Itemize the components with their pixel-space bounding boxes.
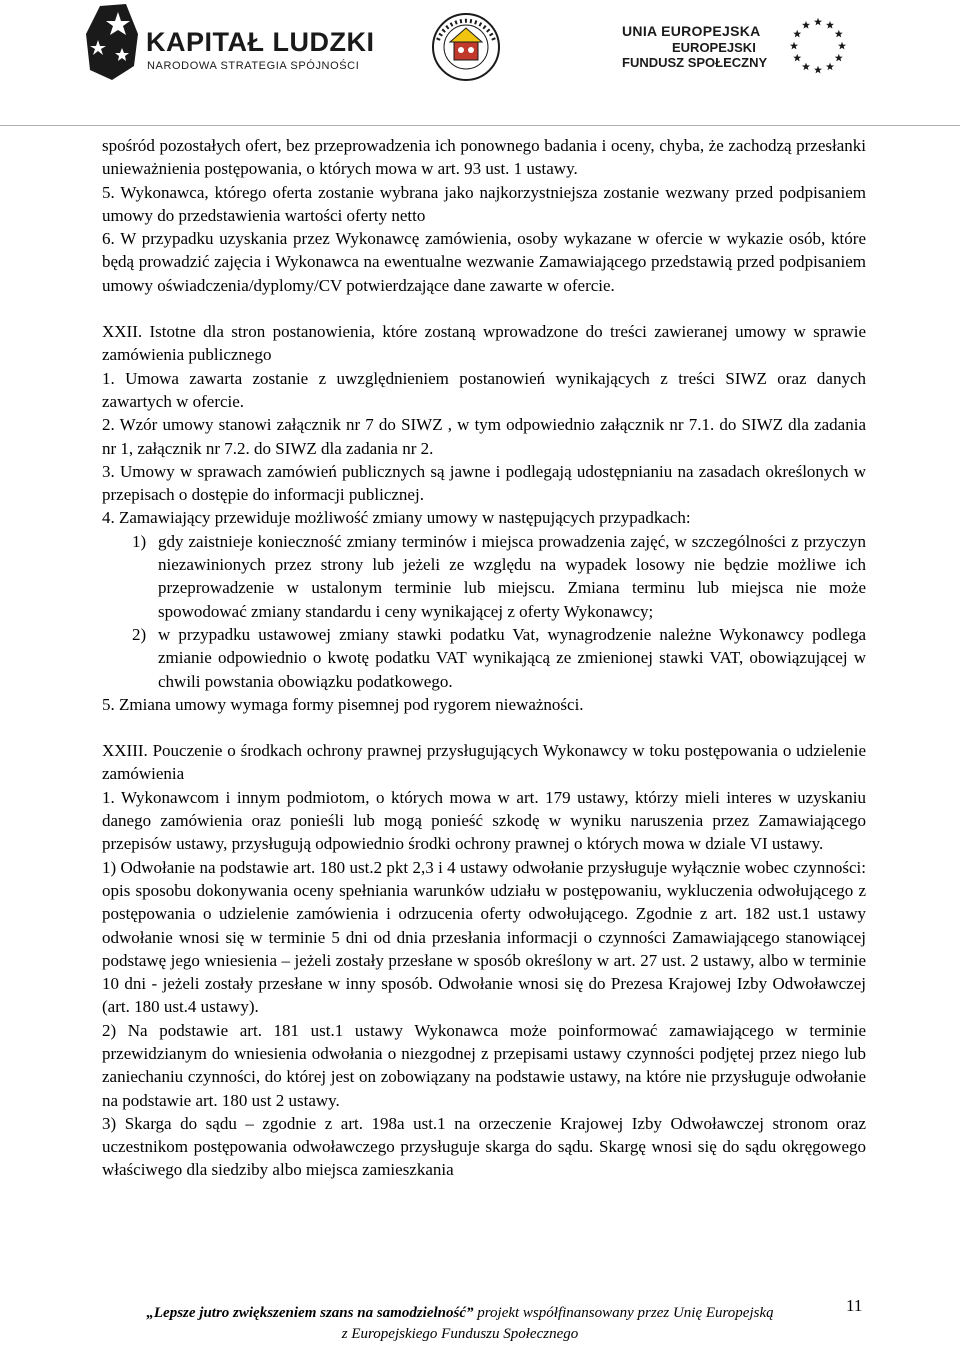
eu-star-icon bbox=[826, 63, 834, 71]
document-body bbox=[102, 134, 866, 1182]
list-text: gdy zaistnieje konieczność zmiany terminów i miejsca prowadzenia zajęć, w szczególności z przyczyn niezawinionych przez strony lub jeżeli ze względu na wypadek losowy nie będzie możliwe ich przeprowadzenie w ustalonym terminie lub miejscu. Zmiana terminu lub miejsca nie może spowodować zmiany standardu i ceny wynikającej z oferty Wykonawcy; bbox=[158, 531, 866, 621]
eu-star-icon bbox=[838, 42, 846, 50]
eu-star-icon bbox=[814, 66, 822, 74]
header-divider bbox=[0, 125, 960, 126]
eu-european-label: EUROPEJSKI bbox=[672, 40, 756, 55]
kapital-ludzki-title: KAPITAŁ LUDZKI bbox=[146, 27, 375, 57]
eu-stars-icon bbox=[776, 16, 860, 76]
list-item bbox=[102, 530, 866, 623]
eu-star-icon bbox=[802, 63, 810, 71]
list-number: 2) bbox=[132, 624, 147, 644]
paragraph: spośród pozostałych ofert, bez przeprowadzenia ich ponownego badania i oceny, chyba, że zachodzą przesłanki unieważnienia postępowania, o których mowa w art. 93 ust. 1 ustawy. bbox=[102, 136, 866, 179]
footer-text-line2: z Europejskiego Funduszu Społecznego bbox=[341, 1326, 579, 1342]
eu-star-icon bbox=[802, 21, 810, 29]
eu-fund-text bbox=[622, 22, 770, 70]
kapital-ludzki-logo bbox=[82, 4, 382, 84]
paragraph: 5. Wykonawca, którego oferta zostanie wybrana jako najkorzystniejsza zostanie wezwany przed podpisaniem umowy do przedstawienia wartości oferty netto bbox=[102, 182, 866, 225]
page-footer bbox=[102, 1303, 818, 1345]
eu-star-icon bbox=[835, 30, 843, 38]
eu-star-icon bbox=[826, 21, 834, 29]
list-number: 1) bbox=[132, 531, 147, 551]
page-header bbox=[0, 0, 960, 125]
paragraph: 3) Skarga do sądu – zgodnie z art. 198a ust.1 na orzeczenie Krajowej Izby Odwoławczej stronom oraz uczestnikom postępowania odwoławczego przysługuje skarga do sądu. Skargę wnosi się do sądu okręgowego właściwego dla siedziby albo miejsca zamieszkania bbox=[102, 1113, 866, 1180]
footer-text-line1: projekt współfinansowany przez Unię Europejską bbox=[473, 1305, 774, 1321]
paragraph: 2. Wzór umowy stanowi załącznik nr 7 do SIWZ , w tym odpowiednio załącznik nr 7.1. do SIWZ dla zadania nr 1, załącznik nr 7.2. do SIWZ dla zadania nr 2. bbox=[102, 415, 866, 458]
section-heading-xxii: XXII. Istotne dla stron postanowienia, które zostaną wprowadzone do treści zawieranej umowy w sprawie zamówienia publicznego bbox=[102, 322, 866, 365]
eu-social-fund-label: FUNDUSZ SPOŁECZNY bbox=[622, 55, 768, 70]
paragraph: 1. Umowa zawarta zostanie z uwzględnieniem postanowień wynikających z treści SIWZ oraz danych zawartych w ofercie. bbox=[102, 368, 866, 411]
paragraph: 6. W przypadku uzyskania przez Wykonawcę zamówienia, osoby wykazane w ofercie w wykazie osób, które będą prowadzić zajęcia i Wykonawca na ewentualne wezwanie Zamawiającego przedstawią przed podpisaniem umowy oświadczenia/dyplomy/CV potwierdzające dane zawarte w ofercie. bbox=[102, 229, 866, 295]
pcpr-seal-logo bbox=[430, 12, 502, 82]
paragraph: 1. Wykonawcom i innym podmiotom, o których mowa w art. 179 ustawy, którzy mieli interes w uzyskaniu danego zamówienia oraz ponieśli lub mogą ponieść szkodę w wyniku naruszenia przez Zamawiającego przepisów ustawy, przysługują odpowiednio środki ochrony prawnej o których mowa w dziale VI ustawy. bbox=[102, 787, 866, 854]
kapital-ludzki-subtitle: NARODOWA STRATEGIA SPÓJNOŚCI bbox=[147, 60, 360, 72]
eu-star-icon bbox=[814, 18, 822, 26]
footer-slogan: „Lepsze jutro zwiększeniem szans na samodzielność” bbox=[146, 1305, 474, 1321]
list-text: w przypadku ustawowej zmiany stawki podatku Vat, wynagrodzenie należne Wykonawcy podlega zmianie odpowiednio o kwotę podatku VAT wynikającą ze zmienionej stawki VAT, obowiązującej w chwili powstania obowiązku podatkowego. bbox=[158, 624, 866, 691]
kapital-ludzki-star-icon bbox=[82, 4, 142, 82]
paragraph: 3. Umowy w sprawach zamówień publicznych są jawne i podlegają udostępnianiu na zasadach określonych w przepisach o dostępie do informacji publicznej. bbox=[102, 461, 866, 505]
eu-union-label: UNIA EUROPEJSKA bbox=[622, 23, 761, 39]
eu-star-icon bbox=[793, 54, 801, 62]
eu-star-icon bbox=[790, 42, 798, 50]
eu-star-icon bbox=[793, 30, 801, 38]
paragraph: 1) Odwołanie na podstawie art. 180 ust.2 pkt 2,3 i 4 ustawy odwołanie przysługuje wyłącznie wobec czynności: opis sposobu dokonywania oceny spełniania warunków udziału w postępowaniu, wykluczenia odwołującego z postępowania o udzielenie zamówienia i odrzucenia oferty odwołującego. Zgodnie z art. 182 ust.1 ustawy odwołanie wnosi się w terminie 5 dni od dnia przesłania informacji o czynności Zamawiającego stanowiącej podstawę jego wniesienia – jeżeli zostały przesłane w sposób określony w art. 27 ust. 2 ustawy, albo w terminie 10 dni - jeżeli zostały przesłane w inny sposób. Odwołanie wnosi się do Prezesa Krajowej Izby Odwoławczej (art. 180 ust.4 ustawy). bbox=[102, 857, 866, 1017]
paragraph: 5. Zmiana umowy wymaga formy pisemnej pod rygorem nieważności. bbox=[102, 694, 584, 714]
section-heading-xxiii: XXIII. Pouczenie o środkach ochrony prawnej przysługujących Wykonawcy w toku postępowania o udzielenie zamówienia bbox=[102, 741, 866, 784]
list-item bbox=[102, 623, 866, 693]
paragraph: 4. Zamawiający przewiduje możliwość zmiany umowy w następujących przypadkach: bbox=[102, 508, 691, 528]
page-number: 11 bbox=[846, 1296, 863, 1315]
paragraph: 2) Na podstawie art. 181 ust.1 ustawy Wykonawca może poinformować zamawiającego w terminie przewidzianym do wniesienia odwołania o niezgodnej z przepisami ustawy czynności podjętej przez niego lub zaniechaniu czynności, do której jest on zobowiązany na podstawie ustawy, na które nie przysługuje odwołanie na podstawie art. 180 ust 2 ustawy. bbox=[102, 1020, 866, 1110]
eu-star-icon bbox=[835, 54, 843, 62]
